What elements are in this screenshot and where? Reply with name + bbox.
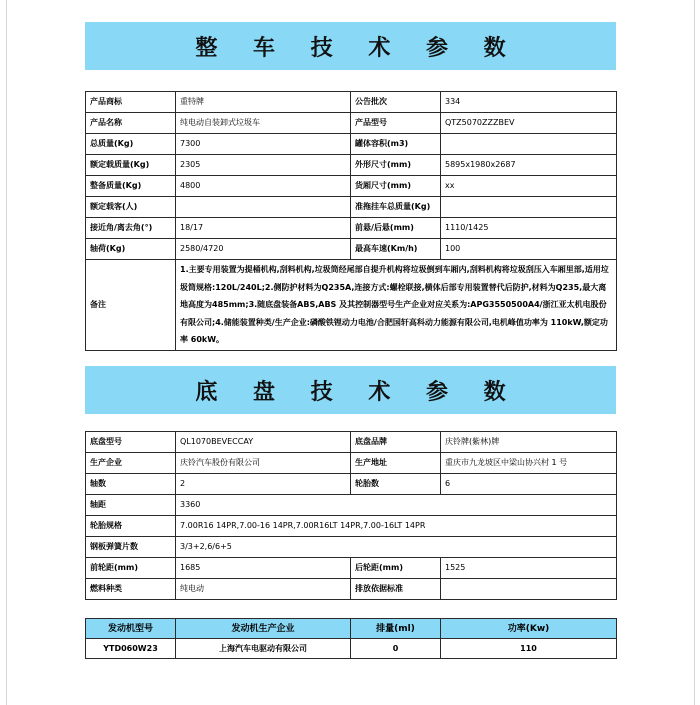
table-row: [86, 453, 617, 474]
table-row: [86, 218, 617, 239]
engine-header-row: [86, 619, 617, 639]
front-track-label: 前轮距(mm): [86, 558, 176, 579]
vehicle-params-banner: [85, 22, 616, 70]
vehicle-params-title: 整 车 技 术 参 数: [195, 35, 520, 61]
field-value: 7300: [176, 134, 351, 155]
field-value: 纯电动自装卸式垃圾车: [176, 113, 351, 134]
tire-value: 7.00R16 14PR,7.00-16 14PR,7.00R16LT 14PR,7.00-16LT 14PR: [176, 516, 617, 537]
field-label: 公告批次: [351, 92, 441, 113]
table-row: [86, 155, 617, 176]
page-edge-left: [6, 0, 7, 705]
tire-label: 轮胎规格: [86, 516, 176, 537]
table-row: [86, 239, 617, 260]
engine-maker-value: 上海汽车电驱动有限公司: [176, 639, 351, 659]
field-label: 产品名称: [86, 113, 176, 134]
field-value: 5895x1980x2687: [441, 155, 617, 176]
engine-model-header: 发动机型号: [86, 619, 176, 639]
table-row: [86, 92, 617, 113]
field-label: 总质量(Kg): [86, 134, 176, 155]
engine-data-row: [86, 639, 617, 659]
field-label: 接近角/离去角(°): [86, 218, 176, 239]
remarks-row: [86, 260, 617, 351]
field-value: [176, 197, 351, 218]
field-value: [441, 134, 617, 155]
field-value: 重庆市九龙坡区中梁山协兴村 1 号: [441, 453, 617, 474]
wheelbase-label: 轴距: [86, 495, 176, 516]
field-value: [441, 197, 617, 218]
page-edge-right: [694, 0, 695, 705]
field-value: 6: [441, 474, 617, 495]
table-row: [86, 197, 617, 218]
table-row: [86, 558, 617, 579]
table-row: [86, 495, 617, 516]
spring-label: 钢板弹簧片数: [86, 537, 176, 558]
field-label: 轮胎数: [351, 474, 441, 495]
field-label: 轴数: [86, 474, 176, 495]
field-label: 产品商标: [86, 92, 176, 113]
field-label: 最高车速(Km/h): [351, 239, 441, 260]
field-value: 庆铃汽车股份有限公司: [176, 453, 351, 474]
rear-track-value: 1525: [441, 558, 617, 579]
field-value: QTZ5070ZZZBEV: [441, 113, 617, 134]
rear-track-label: 后轮距(mm): [351, 558, 441, 579]
field-label: 轴荷(Kg): [86, 239, 176, 260]
field-label: 整备质量(Kg): [86, 176, 176, 197]
table-row: [86, 134, 617, 155]
field-label: 准拖挂车总质量(Kg): [351, 197, 441, 218]
field-label: 外形尺寸(mm): [351, 155, 441, 176]
vehicle-params-table: [85, 91, 617, 351]
emission-value: [441, 579, 617, 600]
emission-label: 排放依据标准: [351, 579, 441, 600]
field-value: 2305: [176, 155, 351, 176]
field-label: 生产企业: [86, 453, 176, 474]
field-value: 1110/1425: [441, 218, 617, 239]
table-row: [86, 516, 617, 537]
field-value: 2580/4720: [176, 239, 351, 260]
fuel-label: 燃料种类: [86, 579, 176, 600]
fuel-value: 纯电动: [176, 579, 351, 600]
field-value: 18/17: [176, 218, 351, 239]
engine-maker-header: 发动机生产企业: [176, 619, 351, 639]
field-label: 底盘型号: [86, 432, 176, 453]
power-value: 110: [441, 639, 617, 659]
field-label: 货厢尺寸(mm): [351, 176, 441, 197]
table-row: [86, 113, 617, 134]
displacement-value: 0: [351, 639, 441, 659]
table-row: [86, 537, 617, 558]
front-track-value: 1685: [176, 558, 351, 579]
field-label: 额定载质量(Kg): [86, 155, 176, 176]
field-label: 额定载客(人): [86, 197, 176, 218]
field-value: 2: [176, 474, 351, 495]
field-value: 4800: [176, 176, 351, 197]
spring-value: 3/3+2,6/6+5: [176, 537, 617, 558]
engine-model-value: YTD060W23: [86, 639, 176, 659]
field-value: 334: [441, 92, 617, 113]
table-row: [86, 474, 617, 495]
remarks-text: 1.主要专用装置为提桶机构,刮料机构,垃圾筒经尾部自提升机构将垃圾倒到车厢内,刮料机构将垃圾刮压入车厢里部,适用垃圾筒规格:120L/240L;2.侧防护材料为Q235A,连接方式:螺栓联接,横体后部专用装置替代后防护,材料为Q235,最大离地高度为485mm;3.随底盘装备ABS,ABS 及其控制器型号生产企业对应关系为:APG3550500A4/浙江亚太机电股份有限公司;4.储能装置种类/生产企业:磷酸铁锂动力电池/合肥国轩高科动力能源有限公司,电机峰值功率为 110kW,额定功率 60kW。: [176, 260, 617, 351]
field-value: QL1070BEVECCAY: [176, 432, 351, 453]
power-header: 功率(Kw): [441, 619, 617, 639]
table-row: [86, 579, 617, 600]
engine-table: [85, 618, 617, 659]
chassis-params-banner: [85, 366, 616, 414]
chassis-params-title: 底 盘 技 术 参 数: [195, 379, 520, 405]
field-label: 前悬/后悬(mm): [351, 218, 441, 239]
table-row: [86, 176, 617, 197]
field-value: 重特牌: [176, 92, 351, 113]
field-value: 100: [441, 239, 617, 260]
field-label: 罐体容积(m3): [351, 134, 441, 155]
wheelbase-value: 3360: [176, 495, 617, 516]
field-value: xx: [441, 176, 617, 197]
remarks-label: 备注: [86, 260, 176, 351]
chassis-params-table: [85, 431, 617, 600]
displacement-header: 排量(ml): [351, 619, 441, 639]
field-label: 生产地址: [351, 453, 441, 474]
field-label: 底盘品牌: [351, 432, 441, 453]
field-value: 庆铃牌(紫林)牌: [441, 432, 617, 453]
table-row: [86, 432, 617, 453]
field-label: 产品型号: [351, 113, 441, 134]
